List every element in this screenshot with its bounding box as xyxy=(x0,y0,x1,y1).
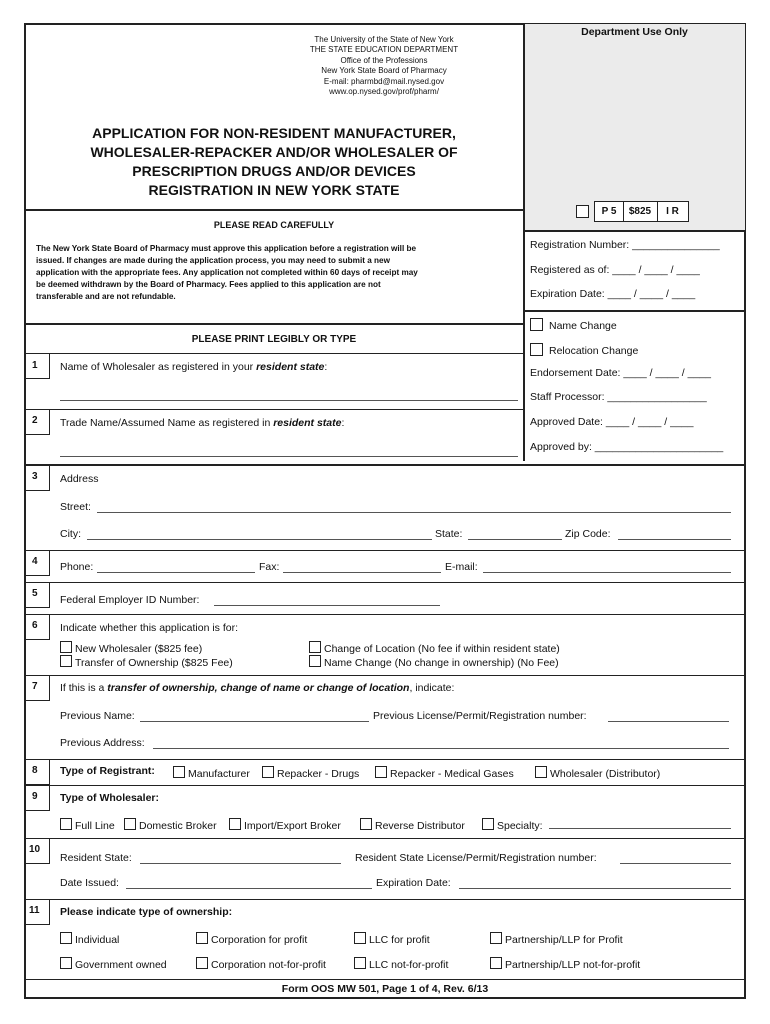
reverse-distributor-option[interactable] xyxy=(360,818,465,833)
fee-code-cell: I R xyxy=(666,206,679,217)
checkbox[interactable] xyxy=(60,932,72,944)
fax-label: Fax: xyxy=(259,561,280,573)
state-input[interactable] xyxy=(468,539,562,540)
staff-processor-field[interactable]: Staff Processor: _________________ xyxy=(530,391,707,403)
option-label: Manufacturer xyxy=(188,768,250,780)
agency-line: Office of the Professions xyxy=(340,56,428,65)
checkbox[interactable] xyxy=(490,957,502,969)
new-wholesaler-label: New Wholesaler ($825 fee) xyxy=(75,643,203,655)
divider xyxy=(24,209,524,211)
option-label: Repacker - Medical Gases xyxy=(390,768,514,780)
checkbox[interactable] xyxy=(354,932,366,944)
wholesaler-name-input[interactable] xyxy=(60,400,518,401)
city-input[interactable] xyxy=(87,539,432,540)
checkbox[interactable] xyxy=(196,932,208,944)
option-label: LLC not-for-profit xyxy=(369,959,449,971)
previous-address-input[interactable] xyxy=(153,748,729,749)
checkbox[interactable] xyxy=(482,818,494,830)
resident-expiration-label: Expiration Date: xyxy=(376,877,451,889)
ownership-partnership-profit-option[interactable] xyxy=(490,932,623,947)
zip-label: Zip Code: xyxy=(565,528,611,540)
divider xyxy=(24,899,746,900)
transfer-prompt: If this is a transfer of ownership, change of name or change of location, indicate: xyxy=(60,682,455,694)
name-change-option[interactable] xyxy=(530,318,617,333)
agency-email: E-mail: pharmbd@mail.nysed.gov xyxy=(323,77,445,86)
checkbox[interactable] xyxy=(60,957,72,969)
resident-license-input[interactable] xyxy=(620,863,731,864)
ownership-llc-profit-option[interactable] xyxy=(354,932,430,947)
approved-date-field[interactable]: Approved Date: ____ / ____ / ____ xyxy=(530,416,694,428)
section-number: 5 xyxy=(32,588,38,599)
fee-code-cell: $825 xyxy=(628,206,652,217)
registrant-repacker-drugs-option[interactable] xyxy=(262,766,359,781)
resident-expiration-input[interactable] xyxy=(459,888,731,889)
dept-use-panel xyxy=(524,24,745,231)
transfer-ownership-checkbox[interactable] xyxy=(60,655,72,667)
agency-line: The University of the State of New York xyxy=(314,35,454,44)
address-label: Address xyxy=(60,473,99,485)
phone-input[interactable] xyxy=(97,572,255,573)
registrant-type-label: Type of Registrant: xyxy=(60,765,155,777)
new-wholesaler-checkbox[interactable] xyxy=(60,641,72,653)
trade-name-input[interactable] xyxy=(60,456,518,457)
fee-code-box xyxy=(594,201,689,222)
option-label: Import/Export Broker xyxy=(244,820,341,832)
previous-license-label: Previous License/Permit/Registration number: xyxy=(373,710,587,722)
resident-state-label: Resident State: xyxy=(60,852,132,864)
option-label: Corporation not-for-profit xyxy=(211,959,326,971)
checkbox[interactable] xyxy=(60,818,72,830)
previous-address-label: Previous Address: xyxy=(60,737,145,749)
divider xyxy=(24,464,746,466)
ownership-individual-option[interactable] xyxy=(60,932,119,947)
notice-line: be deemed withdrawn by the Board of Pharmacy. Fees applied to this application are not xyxy=(36,280,381,289)
state-label: State: xyxy=(435,528,463,540)
checkbox[interactable] xyxy=(375,766,387,778)
divider xyxy=(24,409,524,410)
name-change-app-label: Name Change (No change in ownership) (No Fee) xyxy=(324,657,559,669)
change-location-option[interactable] xyxy=(309,641,560,656)
section-number: 6 xyxy=(32,620,38,631)
fein-label: Federal Employer ID Number: xyxy=(60,594,200,606)
application-type-prompt: Indicate whether this application is for: xyxy=(60,622,239,634)
name-change-app-option[interactable] xyxy=(309,655,559,670)
phone-label: Phone: xyxy=(60,561,94,573)
divider xyxy=(24,550,746,551)
agency-website: www.op.nysed.gov/prof/pharm/ xyxy=(329,87,439,96)
option-label: Repacker - Drugs xyxy=(277,768,360,780)
previous-name-input[interactable] xyxy=(140,721,369,722)
name-change-label: Name Change xyxy=(549,320,617,332)
full-line-option[interactable] xyxy=(60,818,115,833)
divider xyxy=(24,979,746,980)
registered-as-of-field[interactable]: Registered as of: ____ / ____ / ____ xyxy=(530,264,700,276)
wholesaler-name-label: Name of Wholesaler as registered in your resident state: xyxy=(60,361,328,373)
email-input[interactable] xyxy=(483,572,731,573)
checkbox[interactable] xyxy=(196,957,208,969)
section-number: 4 xyxy=(32,556,38,567)
divider xyxy=(24,323,524,325)
divider xyxy=(24,759,746,760)
section-number: 11 xyxy=(29,905,40,916)
dept-use-title: Department Use Only xyxy=(581,26,688,38)
change-location-label: Change of Location (No fee if within resident state) xyxy=(324,643,560,655)
registrant-repacker-gases-option[interactable] xyxy=(375,766,514,781)
trade-name-label: Trade Name/Assumed Name as registered in resident state: xyxy=(60,417,345,429)
divider xyxy=(524,310,746,312)
section-number: 7 xyxy=(32,681,38,692)
fein-input[interactable] xyxy=(214,605,440,606)
domestic-broker-option[interactable] xyxy=(124,818,217,833)
ownership-type-label: Please indicate type of ownership: xyxy=(60,906,233,918)
name-change-checkbox[interactable] xyxy=(530,318,543,331)
registration-number-field[interactable]: Registration Number: _______________ xyxy=(530,239,720,251)
form-id-footer: Form OOS MW 501, Page 1 of 4, Rev. 6/13 xyxy=(281,983,489,995)
checkbox[interactable] xyxy=(262,766,274,778)
option-label: Specialty: xyxy=(497,820,543,832)
zip-input[interactable] xyxy=(618,539,731,540)
option-label: Domestic Broker xyxy=(139,820,217,832)
option-label: Reverse Distributor xyxy=(375,820,465,832)
transfer-ownership-option[interactable] xyxy=(60,655,233,670)
previous-name-label: Previous Name: xyxy=(60,710,135,722)
fax-input[interactable] xyxy=(283,572,441,573)
checkbox[interactable] xyxy=(490,932,502,944)
ownership-government-option[interactable] xyxy=(60,957,167,972)
ownership-corp-nonprofit-option[interactable] xyxy=(196,957,326,972)
divider xyxy=(24,353,524,354)
notice-line: application with the appropriate fees. Any application not completed within 60 days of receipt may xyxy=(36,268,418,277)
section-number: 9 xyxy=(32,791,38,802)
relocation-change-option[interactable] xyxy=(530,343,638,358)
specialty-option[interactable] xyxy=(482,818,543,833)
option-label: Corporation for profit xyxy=(211,934,308,946)
ownership-corp-profit-option[interactable] xyxy=(196,932,307,947)
relocation-change-label: Relocation Change xyxy=(549,345,639,357)
checkbox[interactable] xyxy=(360,818,372,830)
section-number: 8 xyxy=(32,765,38,776)
agency-line: New York State Board of Pharmacy xyxy=(321,66,447,75)
endorsement-date-field[interactable]: Endorsement Date: ____ / ____ / ____ xyxy=(530,367,711,379)
import-export-broker-option[interactable] xyxy=(229,818,341,833)
checkbox[interactable] xyxy=(535,766,547,778)
street-input[interactable] xyxy=(97,512,731,513)
divider xyxy=(24,785,746,786)
resident-state-input[interactable] xyxy=(140,863,341,864)
section-number: 2 xyxy=(32,415,38,426)
divider xyxy=(24,838,746,839)
divider xyxy=(523,24,525,461)
ownership-partnership-nonprofit-option[interactable] xyxy=(490,957,640,972)
option-label: Partnership/LLP for Profit xyxy=(505,934,623,946)
previous-license-input[interactable] xyxy=(608,721,729,722)
title-line: REGISTRATION IN NEW YORK STATE xyxy=(148,182,400,198)
checkbox[interactable] xyxy=(124,818,136,830)
option-label: Wholesaler (Distributor) xyxy=(550,768,661,780)
specialty-input[interactable] xyxy=(549,828,731,829)
registrant-manufacturer-option[interactable] xyxy=(173,766,250,781)
approved-by-field[interactable]: Approved by: ______________________ xyxy=(530,441,724,453)
option-label: Partnership/LLP not-for-profit xyxy=(505,959,641,971)
notice-line: The New York State Board of Pharmacy must approve this application before a registration will be xyxy=(36,244,417,253)
section-number: 3 xyxy=(32,471,38,482)
option-label: Individual xyxy=(75,934,120,946)
checkbox[interactable] xyxy=(173,766,185,778)
fee-code-checkbox[interactable] xyxy=(576,205,589,218)
ownership-llc-nonprofit-option[interactable] xyxy=(354,957,448,972)
checkbox[interactable] xyxy=(229,818,241,830)
option-label: Full Line xyxy=(75,820,115,832)
print-legibly-title: PLEASE PRINT LEGIBLY OR TYPE xyxy=(191,334,357,345)
notice-title: PLEASE READ CAREFULLY xyxy=(213,220,335,230)
resident-license-label: Resident State License/Permit/Registration number: xyxy=(355,852,597,864)
date-issued-label: Date Issued: xyxy=(60,877,119,889)
option-label: LLC for profit xyxy=(369,934,430,946)
divider xyxy=(24,582,746,583)
checkbox[interactable] xyxy=(354,957,366,969)
change-location-checkbox[interactable] xyxy=(309,641,321,653)
street-label: Street: xyxy=(60,501,91,513)
wholesaler-type-label: Type of Wholesaler: xyxy=(60,792,159,804)
notice-line: issued. If changes are made during the application process, you may need to submit a new xyxy=(36,256,390,265)
name-change-app-checkbox[interactable] xyxy=(309,655,321,667)
city-label: City: xyxy=(60,528,81,540)
email-label: E-mail: xyxy=(445,561,478,573)
option-label: Government owned xyxy=(75,959,167,971)
registrant-wholesaler-option[interactable] xyxy=(535,766,660,781)
date-issued-input[interactable] xyxy=(126,888,372,889)
section-number: 10 xyxy=(29,844,41,855)
divider xyxy=(24,614,746,615)
expiration-date-field[interactable]: Expiration Date: ____ / ____ / ____ xyxy=(530,288,696,300)
transfer-ownership-label: Transfer of Ownership ($825 Fee) xyxy=(75,657,233,669)
title-line: WHOLESALER-REPACKER AND/OR WHOLESALER OF xyxy=(90,144,458,160)
divider xyxy=(524,230,746,232)
new-wholesaler-option[interactable] xyxy=(60,641,202,656)
notice-line: transferable and are not refundable. xyxy=(36,292,176,301)
title-line: PRESCRIPTION DRUGS AND/OR DEVICES xyxy=(132,163,416,179)
relocation-change-checkbox[interactable] xyxy=(530,343,543,356)
fee-code-cell: P 5 xyxy=(601,206,617,217)
title-line: APPLICATION FOR NON-RESIDENT MANUFACTURER, xyxy=(92,125,456,141)
agency-line: THE STATE EDUCATION DEPARTMENT xyxy=(309,45,459,54)
divider xyxy=(24,675,746,676)
section-number: 1 xyxy=(32,360,38,371)
